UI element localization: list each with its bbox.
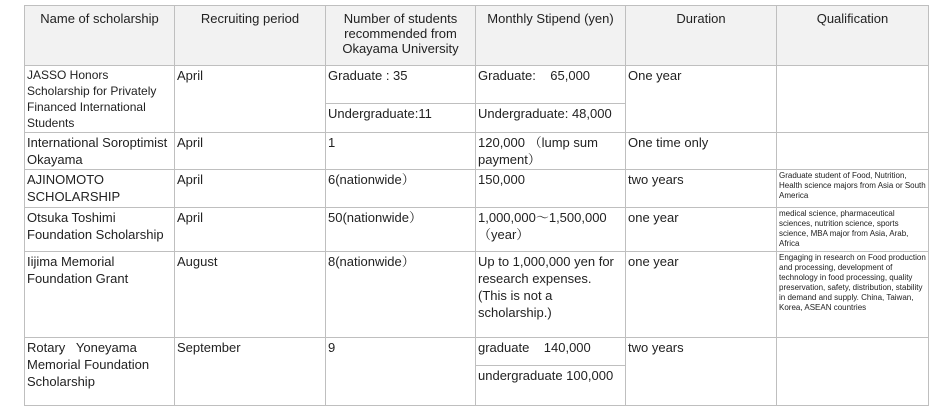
qualification — [777, 133, 929, 170]
scholarship-name: JASSO Honors Scholarship for Privately Financed International Students — [25, 66, 175, 133]
students-count: 8(nationwide） — [326, 252, 476, 338]
scholarship-name: International Soroptimist Okayama — [25, 133, 175, 170]
header-row — [25, 6, 929, 66]
students-graduate: Graduate : 35 — [326, 66, 476, 104]
scholarship-name: Rotary Yoneyama Memorial Foundation Scholarship — [25, 338, 175, 406]
header-duration: Duration — [626, 6, 777, 66]
table-row — [25, 66, 929, 104]
duration: One year — [626, 66, 777, 133]
table-row — [25, 252, 929, 338]
header-period: Recruiting period — [175, 6, 326, 66]
duration: two years — [626, 170, 777, 208]
table-row — [25, 133, 929, 170]
duration: two years — [626, 338, 777, 406]
qualification: Engaging in research on Food production and processing, development of technology in food processing, quality preservation, safety, distribution, stability in demand and supply. China, Taiwan, Korea, ASEAN countries — [777, 252, 929, 338]
table-row — [25, 170, 929, 208]
scholarship-name: Iijima Memorial Foundation Grant — [25, 252, 175, 338]
header-stipend: Monthly Stipend (yen) — [476, 6, 626, 66]
stipend-undergraduate: Undergraduate: 48,000 — [476, 103, 626, 132]
recruiting-period: April — [175, 170, 326, 208]
students-count: 9 — [326, 338, 476, 406]
recruiting-period: August — [175, 252, 326, 338]
scholarship-name: AJINOMOTO SCHOLARSHIP — [25, 170, 175, 208]
duration: one year — [626, 252, 777, 338]
stipend-graduate: Graduate: 65,000 — [476, 66, 626, 104]
monthly-stipend: Up to 1,000,000 yen for research expenses. (This is not a scholarship.) — [476, 252, 626, 338]
students-count: 1 — [326, 133, 476, 170]
table-row — [25, 338, 929, 366]
qualification — [777, 338, 929, 406]
recruiting-period: September — [175, 338, 326, 406]
monthly-stipend: 1,000,000～1,500,000（year） — [476, 208, 626, 252]
stipend-undergraduate: undergraduate 100,000 — [476, 366, 626, 406]
qualification — [777, 66, 929, 133]
recruiting-period: April — [175, 66, 326, 133]
duration: One time only — [626, 133, 777, 170]
qualification: Graduate student of Food, Nutrition, Health science majors from Asia or South America — [777, 170, 929, 208]
monthly-stipend: 150,000 — [476, 170, 626, 208]
recruiting-period: April — [175, 208, 326, 252]
qualification: medical science, pharmaceutical sciences, nutrition science, sports science, MBA major from Asia, Arab, Africa — [777, 208, 929, 252]
stipend-graduate: graduate 140,000 — [476, 338, 626, 366]
table-row — [25, 208, 929, 252]
header-students: Number of students recommended from Okayama University — [326, 6, 476, 66]
scholarship-name: Otsuka Toshimi Foundation Scholarship — [25, 208, 175, 252]
recruiting-period: April — [175, 133, 326, 170]
students-count: 6(nationwide） — [326, 170, 476, 208]
header-name: Name of scholarship — [25, 6, 175, 66]
monthly-stipend: 120,000 （lump sum payment） — [476, 133, 626, 170]
header-qualification: Qualification — [777, 6, 929, 66]
duration: one year — [626, 208, 777, 252]
scholarship-table — [24, 5, 929, 406]
students-count: 50(nationwide） — [326, 208, 476, 252]
students-undergraduate: Undergraduate:11 — [326, 103, 476, 132]
